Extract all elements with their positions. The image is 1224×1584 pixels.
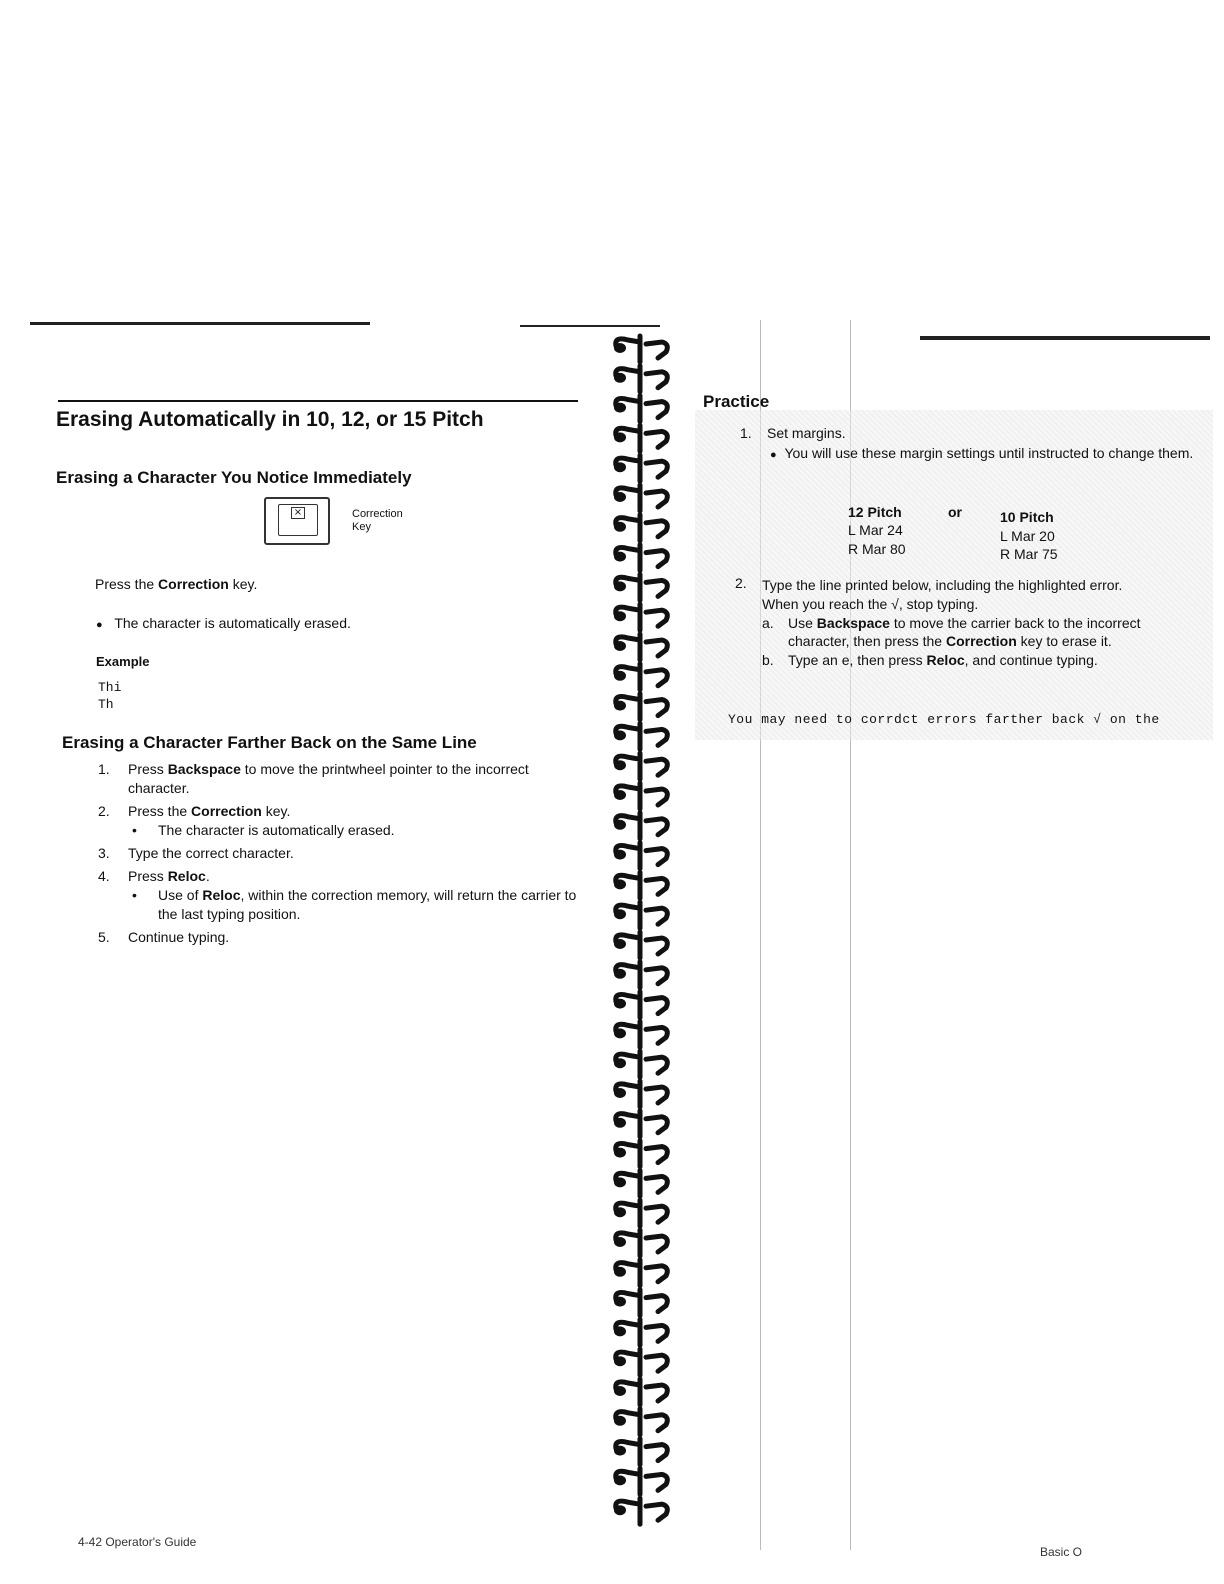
bullet-item: ● You will use these margin settings until instructed to change them. [770, 445, 1194, 461]
spiral-hole [614, 373, 626, 383]
step-number: 2. [735, 575, 747, 591]
page-footer: Basic O [1040, 1545, 1083, 1559]
bullet-item: ● The character is automatically erased. [96, 615, 351, 631]
section-heading: Erasing a Character You Notice Immediately [56, 468, 412, 487]
spiral-hole [614, 403, 626, 413]
practice-title: Practice [703, 392, 770, 411]
spiral-hole [614, 730, 626, 740]
step-text: Set margins. [767, 425, 846, 441]
spiral-hole [614, 909, 626, 919]
page-footer: 4-42 Operator's Guide [78, 1535, 197, 1549]
spiral-hole [614, 790, 626, 800]
spiral-hole [614, 1267, 626, 1277]
spiral-hole [614, 1386, 626, 1396]
margin-value: R Mar 75 [1000, 546, 1058, 562]
step-item: 5. Continue typing. [98, 929, 230, 945]
spiral-hole [614, 522, 626, 532]
example-line: Thi [98, 680, 122, 695]
spiral-hole [614, 939, 626, 949]
spiral-hole [614, 820, 626, 830]
step-item: 4. Press Reloc. • Use of Reloc, within the correction memory, will return the carrier to the last typing position. [98, 867, 588, 924]
substep-label: a. [762, 615, 774, 631]
top-rule-left [30, 322, 370, 325]
spiral-hole [614, 1297, 626, 1307]
spiral-hole [614, 1148, 626, 1158]
spiral-hole [614, 879, 626, 889]
spiral-hole [614, 1416, 626, 1426]
spiral-hole [614, 1028, 626, 1038]
step-item: 2. Press the Correction key. • The character is automatically erased. [98, 802, 588, 840]
step-text: When you reach the √, stop typing. [762, 596, 979, 612]
sub-bullet: • Use of Reloc, within the correction memory, will return the carrier to the last typing position. [128, 886, 588, 924]
spiral-hole [614, 1058, 626, 1068]
sub-bullet: • The character is automatically erased. [128, 821, 588, 840]
example-line: Th [98, 697, 114, 712]
margin-value: R Mar 80 [848, 541, 906, 557]
spiral-hole [614, 1088, 626, 1098]
or-label: or [948, 504, 962, 520]
steps-list [98, 760, 588, 951]
spiral-hole [614, 1446, 626, 1456]
step-text: Type the line printed below, including the highlighted error. [762, 577, 1123, 593]
spiral-hole [614, 1505, 626, 1515]
top-rule-right [920, 336, 1210, 340]
spiral-hole [614, 611, 626, 621]
section-heading: Erasing a Character Farther Back on the Same Line [62, 733, 477, 752]
spiral-hole [614, 1326, 626, 1336]
typed-line: You may need to corrdct errors farther back √ on the [728, 712, 1160, 727]
spiral-hole [614, 850, 626, 860]
key-caption: Correction Key [352, 508, 403, 533]
spiral-hole [614, 999, 626, 1009]
page-title: Erasing Automatically in 10, 12, or 15 Pitch [56, 408, 484, 431]
spiral-hole [614, 1237, 626, 1247]
spiral-hole [614, 641, 626, 651]
top-rule-center [520, 325, 660, 327]
spiral-hole [614, 1475, 626, 1485]
spiral-hole [614, 1356, 626, 1366]
spiral-hole [614, 760, 626, 770]
spiral-hole [614, 462, 626, 472]
spiral-hole [614, 969, 626, 979]
margin-value: L Mar 24 [848, 522, 903, 538]
pitch-header: 10 Pitch [1000, 509, 1054, 525]
substep-text: Use Backspace to move the carrier back to the incorrect character, then press the Correction key to erase it. [788, 615, 1141, 649]
spiral-hole [614, 701, 626, 711]
spiral-hole [614, 1207, 626, 1217]
example-label: Example [96, 654, 150, 669]
spiral-hole [614, 1118, 626, 1128]
instruction: Press the Correction key. [95, 576, 258, 592]
title-rule [58, 400, 578, 402]
spiral-hole [614, 492, 626, 502]
spiral-hole [614, 671, 626, 681]
step-item: 1. Press Backspace to move the printwheel pointer to the incorrect character. [98, 761, 529, 796]
pitch-header: 12 Pitch [848, 504, 902, 520]
spiral-hole [614, 343, 626, 353]
step-item: 3. Type the correct character. [98, 845, 294, 861]
spiral-hole [614, 1177, 626, 1187]
spiral-hole [614, 581, 626, 591]
substep-label: b. [762, 652, 774, 668]
spiral-hole [614, 552, 626, 562]
step-number: 1. [740, 425, 752, 441]
margin-value: L Mar 20 [1000, 528, 1055, 544]
spiral-hole [614, 432, 626, 442]
correction-key-icon: × [264, 497, 330, 545]
substep-text: Type an e, then press Reloc, and continue typing. [788, 652, 1098, 668]
spiral-binding-icon [610, 330, 676, 1550]
